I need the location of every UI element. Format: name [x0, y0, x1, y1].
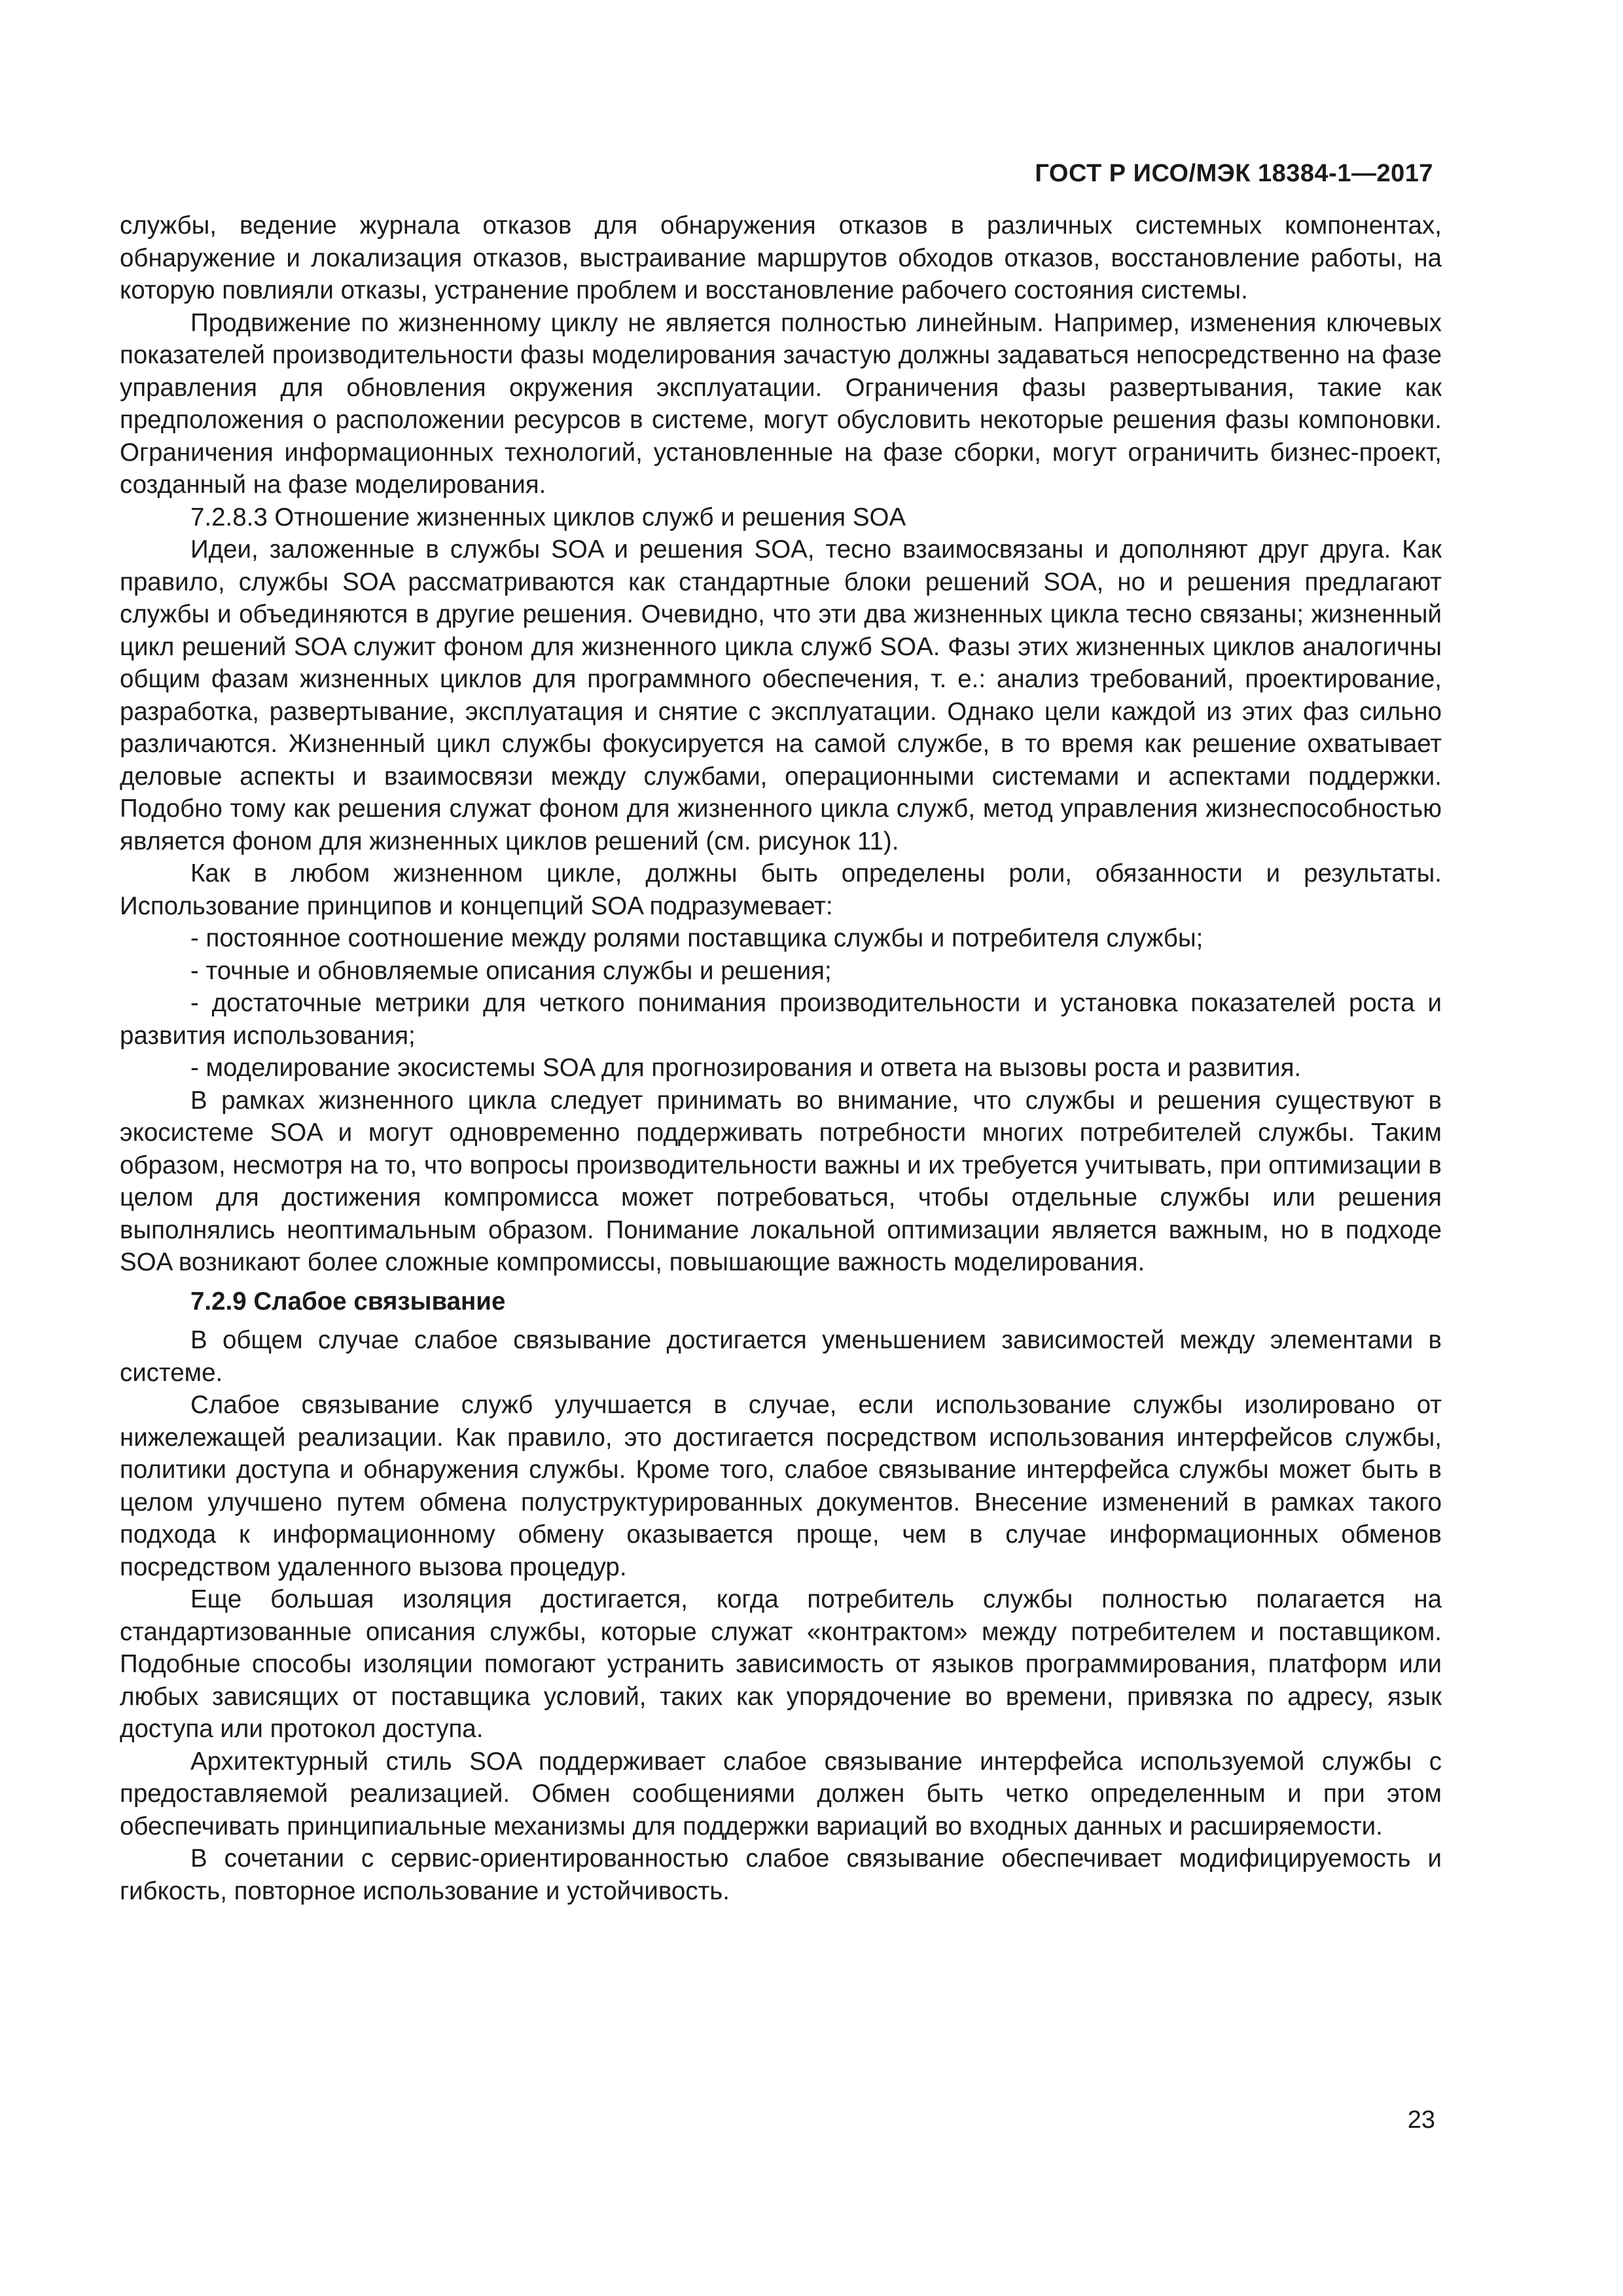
- paragraph: Как в любом жизненном цикле, должны быть определены роли, обязанности и результаты. Использование принципов и концепций SOA подразумевает:: [120, 859, 1442, 920]
- document-header: ГОСТ Р ИСО/МЭК 18384-1—2017: [1035, 160, 1433, 187]
- paragraph: службы, ведение журнала отказов для обнаружения отказов в различных системных компонентах, обнаружение и локализация отказов, выстраивание маршрутов обходов отказов, восстановление работы, на которую повлияли отказы, устранение проблем и восстановление рабочего состояния системы.: [120, 211, 1442, 304]
- list-item: - моделирование экосистемы SOA для прогнозирования и ответа на вызовы роста и развития.: [190, 1054, 1302, 1082]
- paragraph: В общем случае слабое связывание достигается уменьшением зависимостей между элементами в системе.: [120, 1326, 1442, 1387]
- paragraph: Слабое связывание служб улучшается в случае, если использование службы изолировано от нижележащей реализации. Как правило, это достигается посредством использования интерфейсов службы, политики доступа и обнаружения службы. Кроме того, слабое связывание интерфейса службы может быть в целом улучшено путем обмена полуструктурированных документов. Внесение изменений в рамках такого подхода к информационному обмену оказывается проще, чем в случае информационных обменов посредством удаленного вызова процедур.: [120, 1391, 1442, 1581]
- paragraph: В рамках жизненного цикла следует принимать во внимание, что службы и решения существуют в экосистеме SOA и могут одновременно поддерживать потребности многих потребителей службы. Таким образом, несмотря на то, что вопросы производительности важны и их требуется учитывать, при оптимизации в целом для достижения компромисса может потребоваться, чтобы отдельные службы или решения выполнялись неоптимальным образом. Понимание локальной оптимизации является важным, но в подходе SOA возникают более сложные компромиссы, повышающие важность моделирования.: [120, 1086, 1442, 1276]
- paragraph: В сочетании с сервис-ориентированностью слабое связывание обеспечивает модифицируемость и гибкость, повторное использование и устойчивость.: [120, 1844, 1442, 1905]
- paragraph: Еще большая изоляция достигается, когда потребитель службы полностью полагается на стандартизованные описания службы, которые служат «контрактом» между потребителем и поставщиком. Подобные способы изоляции помогают устранить зависимость от языков программирования, платформ или любых зависящих от поставщика условий, таких как упорядочение во времени, привязка по адресу, язык доступа или протокол доступа.: [120, 1585, 1442, 1743]
- paragraph: Архитектурный стиль SOA поддерживает слабое связывание интерфейса используемой службы с предоставляемой реализацией. Обмен сообщениями должен быть четко определенным и при этом обеспечивать принципиальные механизмы для поддержки вариаций во входных данных и расширяемости.: [120, 1747, 1442, 1840]
- list-item: - постоянное соотношение между ролями поставщика службы и потребителя службы;: [190, 924, 1204, 952]
- page-number: 23: [1407, 2106, 1435, 2134]
- paragraph: Продвижение по жизненному циклу не является полностью линейным. Например, изменения ключевых показателей производительности фазы моделирования зачастую должны задаваться непосредственно на фазе управления для обновления окружения эксплуатации. Ограничения фазы развертывания, такие как предположения о расположении ресурсов в системе, могут обусловить некоторые решения фазы компоновки. Ограничения информационных технологий, установленные на фазе сборки, могут ограничить бизнес-проект, созданный на фазе моделирования.: [120, 308, 1442, 499]
- paragraph: Идеи, заложенные в службы SOA и решения SOA, тесно взаимосвязаны и дополняют друг друга. Как правило, службы SOA рассматриваются как стандартные блоки решений SOA, но и решения предлагают службы и объединяются в другие решения. Очевидно, что эти два жизненных цикла тесно связаны; жизненный цикл решений SOA служит фоном для жизненного цикла служб SOA. Фазы этих жизненных циклов аналогичны общим фазам жизненных циклов для программного обеспечения, т. е.: анализ требований, проектирование, разработка, развертывание, эксплуатация и снятие с эксплуатации. Однако цели каждой из этих фаз сильно различаются. Жизненный цикл службы фокусируется на самой службе, в то время как решение охватывает деловые аспекты и взаимосвязи между службами, операционными системами и аспектами поддержки. Подобно тому как решения служат фоном для жизненного цикла служб, метод управления жизнеспособностью является фоном для жизненных циклов решений (см. рисунок 11).: [120, 535, 1442, 855]
- subsection-title: 7.2.8.3 Отношение жизненных циклов служб и решения SOA: [190, 503, 906, 531]
- document-body: [120, 209, 1442, 1907]
- section-heading: 7.2.9 Слабое связывание: [190, 1287, 506, 1316]
- list-item: - точные и обновляемые описания службы и решения;: [190, 956, 832, 985]
- list-item: - достаточные метрики для четкого понимания производительности и установка показателей роста и развития использования;: [120, 989, 1442, 1050]
